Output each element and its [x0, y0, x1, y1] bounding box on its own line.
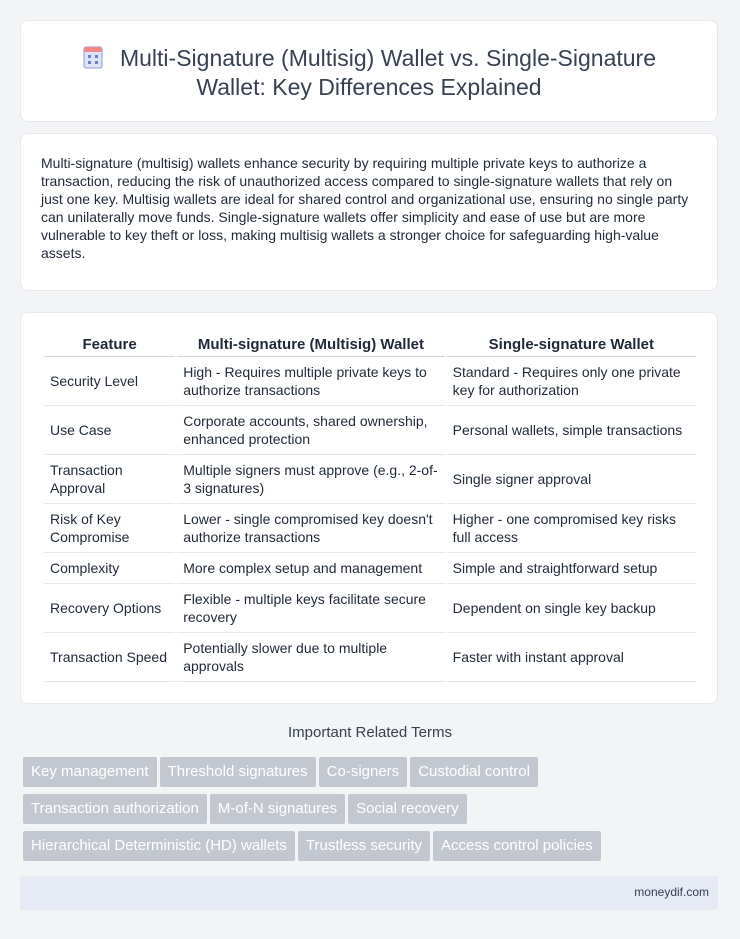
table-row	[44, 504, 696, 553]
table-row	[44, 455, 696, 504]
tag-trustless-security[interactable]: Trustless security	[298, 831, 430, 861]
tag-row	[23, 831, 703, 868]
table-row	[44, 406, 696, 455]
feature-cell: Recovery Options	[44, 584, 175, 633]
related-terms-tags	[23, 757, 703, 868]
tag-threshold-signatures[interactable]: Threshold signatures	[160, 757, 316, 787]
tag-transaction-authorization[interactable]: Transaction authorization	[23, 794, 207, 824]
multisig-cell: High - Requires multiple private keys to authorize transactions	[177, 357, 444, 406]
tag-row	[23, 757, 703, 794]
table-row	[44, 584, 696, 633]
tag-m-of-n-signatures[interactable]: M-of-N signatures	[210, 794, 345, 824]
comparison-card	[20, 312, 718, 704]
multisig-cell: Lower - single compromised key doesn't authorize transactions	[177, 504, 444, 553]
table-header-row	[44, 334, 696, 357]
tag-access-control-policies[interactable]: Access control policies	[433, 831, 601, 861]
tag-row	[23, 794, 703, 831]
title-line-1: Multi-Signature (Multisig) Wallet vs. Single-Signature	[119, 45, 656, 71]
feature-cell: Transaction Approval	[44, 455, 175, 504]
single-cell: Single signer approval	[447, 455, 696, 504]
footer-bar	[20, 876, 718, 910]
page-title	[21, 44, 717, 102]
tag-hd-wallets[interactable]: Hierarchical Deterministic (HD) wallets	[23, 831, 295, 861]
multisig-cell: Flexible - multiple keys facilitate secure recovery	[177, 584, 444, 633]
tag-custodial-control[interactable]: Custodial control	[410, 757, 538, 787]
related-terms-title: Important Related Terms	[288, 724, 452, 741]
building-icon	[82, 45, 104, 69]
feature-cell: Complexity	[44, 553, 175, 584]
tag-co-signers[interactable]: Co-signers	[319, 757, 408, 787]
table-row	[44, 357, 696, 406]
multisig-cell: More complex setup and management	[177, 553, 444, 584]
multisig-cell: Potentially slower due to multiple approvals	[177, 633, 444, 682]
feature-cell: Risk of Key Compromise	[44, 504, 175, 553]
tag-social-recovery[interactable]: Social recovery	[348, 794, 467, 824]
header-multisig: Multi-signature (Multisig) Wallet	[177, 334, 444, 357]
intro-card	[20, 133, 718, 291]
header-feature: Feature	[44, 334, 175, 357]
intro-paragraph: Multi-signature (multisig) wallets enhance security by requiring multiple private keys to authorize a transaction, reducing the risk of unauthorized access compared to single-signature wallets that rely on just one key. Multisig wallets are ideal for shared control and organizational use, ensuring no single party can unilaterally move funds. Single-signature wallets offer simplicity and ease of use but are more vulnerable to key theft or loss, making multisig wallets a stronger choice for safeguarding high-value assets.	[41, 155, 689, 261]
footer-site-link[interactable]: moneydif.com	[634, 885, 709, 899]
feature-cell: Security Level	[44, 357, 175, 406]
tag-key-management[interactable]: Key management	[23, 757, 157, 787]
single-cell: Personal wallets, simple transactions	[447, 406, 696, 455]
feature-cell: Transaction Speed	[44, 633, 175, 682]
single-cell: Simple and straightforward setup	[447, 553, 696, 584]
title-card	[20, 20, 718, 122]
feature-cell: Use Case	[44, 406, 175, 455]
header-single: Single-signature Wallet	[447, 334, 696, 357]
table-row	[44, 633, 696, 682]
multisig-cell: Corporate accounts, shared ownership, enhanced protection	[177, 406, 444, 455]
table-row	[44, 553, 696, 584]
comparison-table	[42, 334, 698, 682]
title-line-2: Wallet: Key Differences Explained	[196, 74, 542, 100]
single-cell: Faster with instant approval	[447, 633, 696, 682]
single-cell: Standard - Requires only one private key for authorization	[447, 357, 696, 406]
multisig-cell: Multiple signers must approve (e.g., 2-of-3 signatures)	[177, 455, 444, 504]
single-cell: Dependent on single key backup	[447, 584, 696, 633]
single-cell: Higher - one compromised key risks full access	[447, 504, 696, 553]
